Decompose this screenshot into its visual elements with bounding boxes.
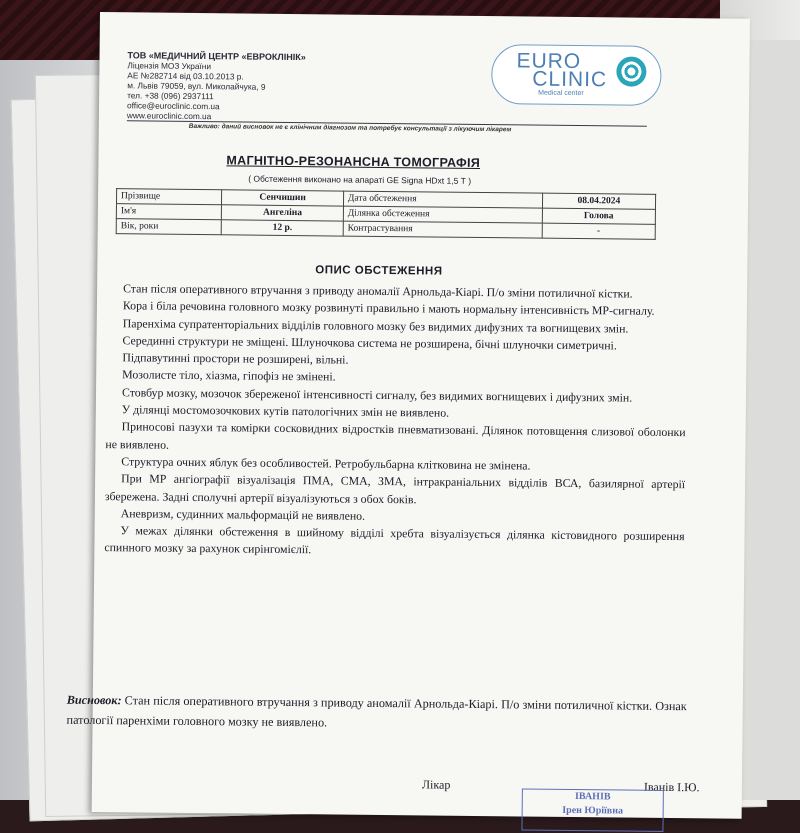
findings-paragraph: Мозолисте тіло, хіазма, гіпофіз не змінені. bbox=[122, 367, 336, 384]
findings-paragraph: Приносові пазухи та комірки сосковидних відростків пневматизовані. Ділянок потовщення слизової оболонки не виявлено. bbox=[105, 419, 686, 452]
findings-paragraph: Підпавутинні простори не розширені, вільні. bbox=[122, 350, 349, 367]
company-name: ТОВ «МЕДИЧНИЙ ЦЕНТР «ЕВРОКЛІНІК» bbox=[127, 50, 306, 63]
findings-paragraph: Стан після оперативного втручання з приводу аномалії Арнольда-Кіарі. П/о зміни потиличної кістки. bbox=[123, 281, 633, 301]
value-cell: Сенчишин bbox=[222, 190, 344, 206]
document-title: МАГНІТНО-РЕЗОНАНСНА ТОМОГРАФІЯ bbox=[226, 153, 481, 170]
label-cell: Прізвище bbox=[116, 189, 222, 205]
value-cell: - bbox=[542, 223, 656, 239]
findings-paragraph: Структура очних яблук без особливостей. Ретробульбарна клітковина не змінена. bbox=[121, 454, 531, 473]
label-cell: Ділянка обстеження bbox=[343, 206, 542, 223]
value-cell: Голова bbox=[542, 208, 656, 224]
website-line: www.euroclinic.com.ua bbox=[126, 110, 212, 122]
label-cell: Вік, роки bbox=[116, 219, 222, 235]
conclusion-label: Висновок: bbox=[66, 692, 122, 708]
clinic-header bbox=[127, 50, 488, 124]
findings-paragraph: При МР ангіографії візуалізація ПМА, СМА, ЗМА, інтракраніальних відділів ВСА, базилярної артерії збережена. Задні сполучні артерії візуалізуються з обох боків. bbox=[104, 471, 686, 506]
doctor-label: Лікар bbox=[421, 777, 451, 792]
doctor-name: Іванів І.Ю. bbox=[643, 779, 700, 795]
findings-paragraph: У межах ділянки обстеження в шийному відділі хребта візуалізується ділянка кістовидного розширення спинного мозку за рахунок сирінгомієлії. bbox=[104, 523, 685, 557]
patient-info-table bbox=[116, 188, 656, 240]
target-logo-icon bbox=[616, 56, 646, 86]
findings-body bbox=[104, 280, 687, 563]
findings-paragraph: Паренхіма супратенторіальних відділів головного мозку без видимих дифузних та вогнищевих змін. bbox=[122, 315, 629, 336]
device-note: ( Обстеження виконано на апараті GE Signa HDxt 1,5 Т ) bbox=[248, 173, 472, 186]
value-cell: Ангеліна bbox=[222, 205, 344, 221]
stamp-line: Ірен Юріївна bbox=[562, 804, 624, 817]
findings-paragraph: Серединні структури не зміщені. Шлуночкова система не розширена, бічні шлуночки симетричні. bbox=[122, 333, 617, 353]
findings-paragraph: Аневризм, судинних мальформацій не виявлено. bbox=[120, 506, 366, 523]
label-cell: Ім'я bbox=[116, 204, 222, 220]
license-number: АЕ №282714 від 03.10.2013 р. bbox=[127, 70, 244, 82]
label-cell: Дата обстеження bbox=[343, 191, 542, 208]
value-cell: 12 р. bbox=[222, 220, 344, 236]
findings-paragraph: У ділянці мостомозочкових кутів патологічних змін не виявлено. bbox=[121, 402, 450, 420]
findings-paragraph: Кора і біла речовина головного мозку розвинуті правильно і мають нормальну інтенсивність МР-сигналу. bbox=[122, 298, 655, 319]
logo-word-euro: EURO bbox=[516, 49, 582, 74]
euroclinic-logo bbox=[491, 44, 662, 106]
license-line: Ліцензія МОЗ України bbox=[127, 60, 212, 72]
disclaimer-note: Важливо: даний висновок не є клінічним діагнозом та потребує консультації з лікуючим лікарем bbox=[188, 122, 512, 134]
email-line: office@euroclinic.com.ua bbox=[126, 100, 220, 112]
findings-paragraph: Стовбур мозку, мозочок збереженої інтенсивності сигналу, без видимих вогнищевих і дифузних змін. bbox=[121, 385, 633, 405]
conclusion bbox=[66, 690, 686, 736]
section-title: ОПИС ОБСТЕЖЕННЯ bbox=[315, 264, 443, 278]
document-page bbox=[66, 12, 750, 819]
value-cell: 08.04.2024 bbox=[542, 193, 656, 209]
logo-tagline: Medical center bbox=[538, 89, 584, 98]
address-line: м. Львів 79059, вул. Миколайчука, 9 bbox=[127, 80, 266, 92]
label-cell: Контрастування bbox=[343, 221, 542, 238]
logo-word-clinic: CLINIC bbox=[532, 67, 608, 92]
phone-line: тел. +38 (096) 2937111 bbox=[127, 90, 214, 102]
doctor-stamp bbox=[521, 788, 663, 831]
stamp-line: ІВАНІВ bbox=[575, 791, 611, 803]
conclusion-text: Стан після оперативного втручання з приводу аномалії Арнольда-Кіарі. П/о зміни потиличної кістки. Ознак патології паренхіми головного мозку не виявлено. bbox=[66, 693, 687, 730]
